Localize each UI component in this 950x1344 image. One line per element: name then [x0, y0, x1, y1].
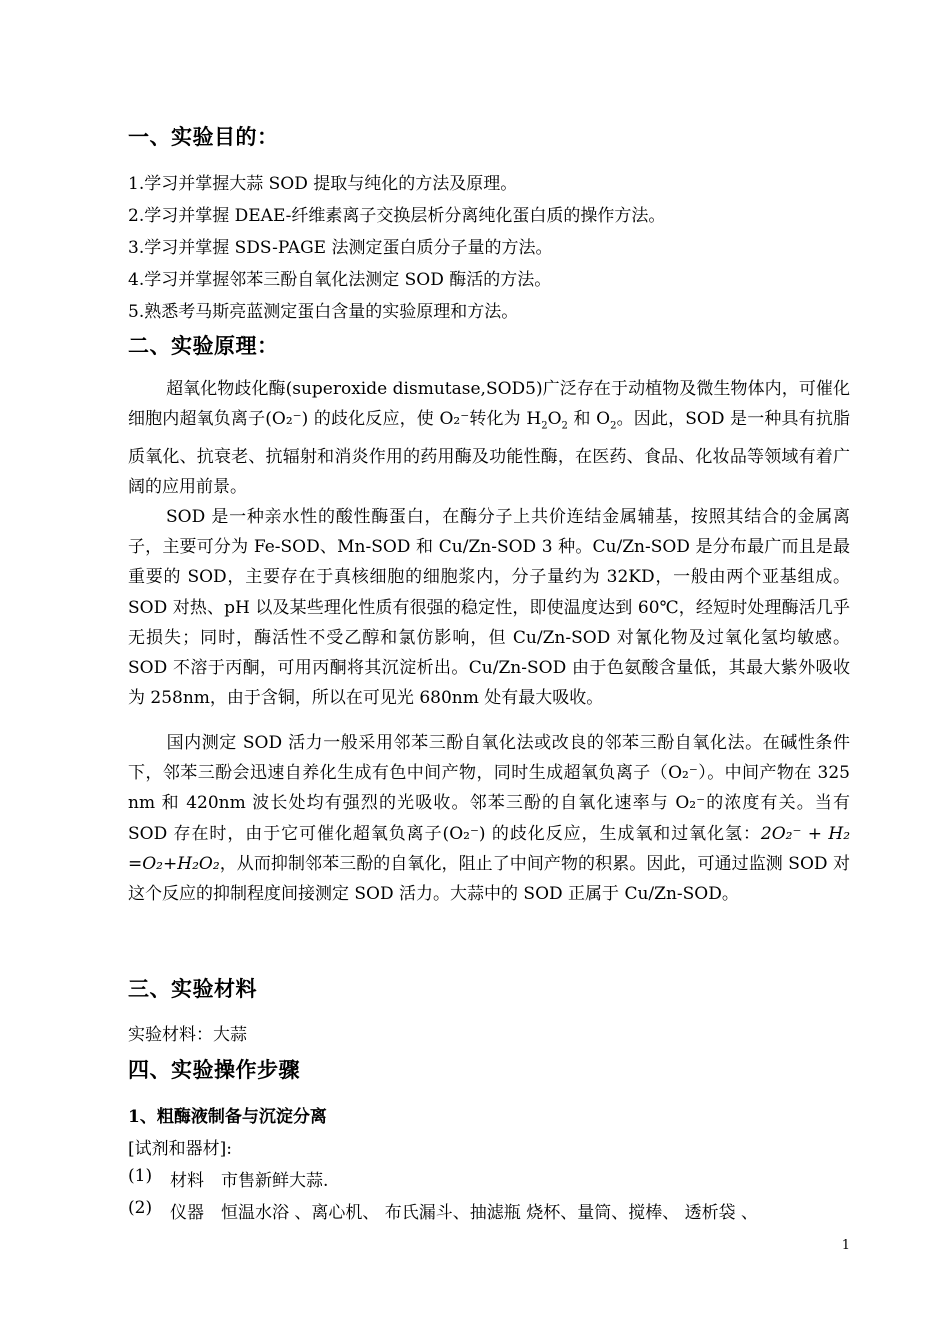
reagents-label: [试剂和器材]:	[128, 1139, 232, 1159]
objective-item-5: 5.熟悉考马斯亮蓝测定蛋白含量的实验原理和方法。	[128, 302, 519, 322]
objective-item-1: 1.学习并掌握大蒜 SOD 提取与纯化的方法及原理。	[128, 174, 518, 194]
item-2-text: 仪器 恒温水浴 、离心机、 布氏漏斗、抽滤瓶 烧杯、量筒、搅棒、 透析袋 、	[170, 1203, 759, 1223]
objective-item-4: 4.学习并掌握邻苯三酚自氧化法测定 SOD 酶活的方法。	[128, 270, 552, 290]
step-1-heading: 1、粗酶液制备与沉淀分离	[128, 1107, 327, 1127]
page-number: 1	[841, 1238, 850, 1253]
section-heading-2: 二、实验原理：	[128, 334, 279, 358]
objective-item-3: 3.学习并掌握 SDS-PAGE 法测定蛋白质分子量的方法。	[128, 238, 553, 258]
item-1-number: (1)	[128, 1166, 153, 1186]
principle-paragraph-2: SOD 是一种亲水性的酸性酶蛋白，在酶分子上共价连结金属辅基，按照其结合的金属离子，主要可分为 Fe-SOD、Mn-SOD 和 Cu/Zn-SOD 3 种。Cu/Zn-SOD 是分布最广而且是最重要的 SOD，主要存在于真核细胞的细胞浆内，分子量约为 32KD，一般由两个亚基组成。SOD 对热、pH 以及某些理化性质有很强的稳定性，即使温度达到 60℃，经短时处理酶活几乎无损失；同时，酶活性不受乙醇和氯仿影响，但 Cu/Zn-SOD 对氰化物及过氧化氢均敏感。SOD 不溶于丙酮，可用丙酮将其沉淀析出。Cu/Zn-SOD 由于色氨酸含量低，其最大紫外吸收为 258nm，由于含铜，所以在可见光 680nm 处有最大吸收。	[128, 507, 850, 709]
section-heading-3: 三、实验材料	[128, 977, 257, 1001]
principle-paragraph-3: 国内测定 SOD 活力一般采用邻苯三酚自氧化法或改良的邻苯三酚自氧化法。在碱性条件下，邻苯三酚会迅速自养化生成有色中间产物，同时生成超氧负离子（O₂⁻）。中间产物在 325 nm 和 420nm 波长处均有强烈的光吸收。邻苯三酚的自氧化速率与 O₂⁻的浓度有关。当有 SOD 存在时，由于它可催化超氧负离子(O₂⁻) 的歧化反应，生成氧和过氧化氢：2O₂⁻ + H₂ =O₂+H₂O₂，从而抑制邻苯三酚的自氧化，阻止了中间产物的积累。因此，可通过监测 SOD 对这个反应的抑制程度间接测定 SOD 活力。大蒜中的 SOD 正属于 Cu/Zn-SOD。	[128, 733, 851, 905]
section-heading-4: 四、实验操作步骤	[128, 1058, 300, 1082]
reaction-equation: 2O₂⁻ + H₂ =O₂+H₂O₂	[128, 823, 851, 874]
materials-text: 实验材料：大蒜	[128, 1025, 247, 1045]
item-2-number: (2)	[128, 1198, 153, 1218]
item-1-text: 材料 市售新鲜大蒜.	[170, 1171, 329, 1191]
objective-item-2: 2.学习并掌握 DEAE-纤维素离子交换层析分离纯化蛋白质的操作方法。	[128, 206, 666, 226]
principle-paragraph-1: 超氧化物歧化酶(superoxide dismutase,SOD5)广泛存在于动植物及微生物体内，可催化细胞内超氧负离子(O₂⁻) 的歧化反应，使 O₂⁻转化为 $H_2O_2$ 和 $O_2$。因此，SOD 是一种具有抗脂质氧化、抗衰老、抗辐射和消炎作用的药用酶及功能性酶，在医药、食品、化妆品等领域有着广阔的应用前景。	[128, 379, 850, 497]
section-heading-1: 一、实验目的：	[128, 125, 279, 149]
